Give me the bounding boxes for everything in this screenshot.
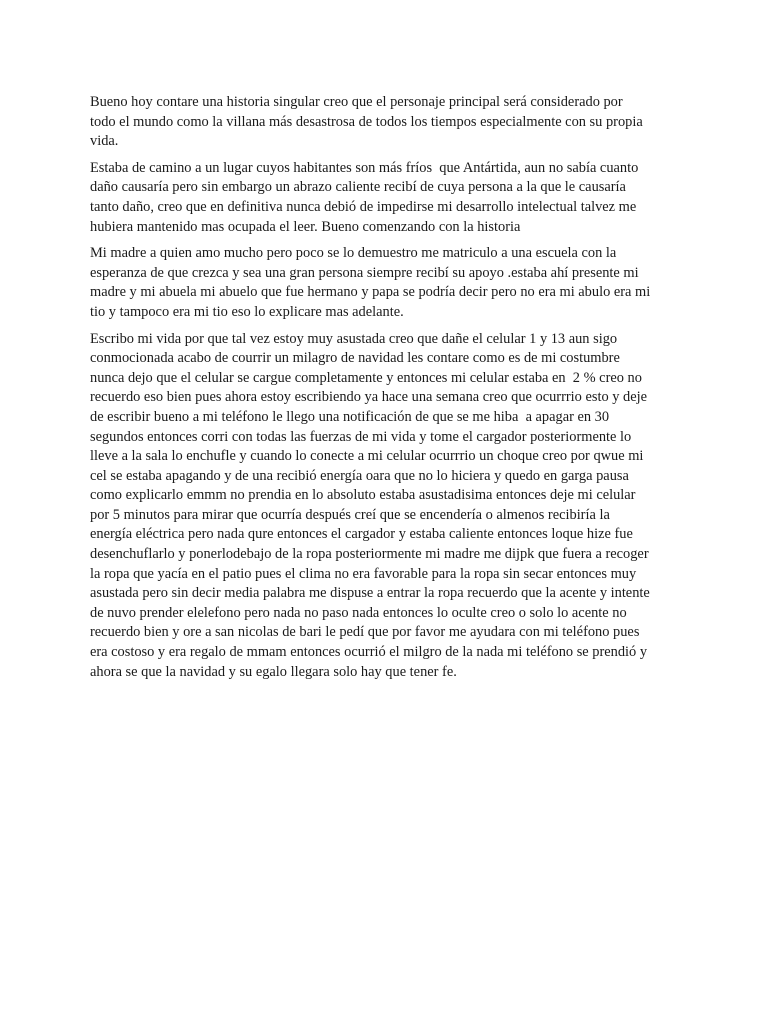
text-line: conmocionada acabo de courrir un milagro de navidad les contare como es de mi costumbre: [90, 350, 620, 367]
paragraph-family: [90, 244, 680, 322]
text-line: la ropa que yacía en el patio pues el clima no era favorable para la ropa sin secar entonces muy: [90, 565, 637, 582]
text-line: cel se estaba apagando y de una recibió energía oara que no lo hiciera y quedo en garga pausa: [90, 467, 629, 484]
text-line: lleve a la sala lo enchufle y cuando lo conecte a mi celular ocurrrio un choque creo por qwue mi: [90, 448, 644, 465]
text-line: Escribo mi vida por que tal vez estoy muy asustada creo que dañe el celular 1 y 13 aun sigo: [90, 330, 618, 347]
text-line: hubiera mantenido mas ocupada el leer. Bueno comenzando con la historia: [90, 218, 521, 235]
text-line: esperanza de que crezca y sea una gran persona siempre recibí su apoyo .estaba ahí presente mi: [90, 264, 639, 281]
text-line: segundos entonces corri con todas las fuerzas de mi vida y tome el cargador posteriormente lo: [90, 428, 632, 445]
text-line: como explicarlo emmm no prendia en lo absoluto estaba asustadisima entonces deje mi celular: [90, 487, 636, 504]
text-line: de nuvo prender elelefono pero nada no paso nada entonces lo oculte creo o solo lo acente no: [90, 604, 627, 621]
text-line: daño causaría pero sin embargo un abrazo caliente recibí de cuya persona a la que le causaría: [90, 179, 626, 196]
text-line: madre y mi abuela mi abuelo que fue hermano y papa se podría decir pero no era mi abulo era mi: [90, 284, 651, 301]
document-body: [90, 93, 680, 689]
paragraph-intro: [90, 93, 680, 152]
paragraph-phone-story: [90, 330, 680, 683]
text-line: Bueno hoy contare una historia singular creo que el personaje principal será considerado por: [90, 94, 623, 110]
text-line: asustada pero sin decir media palabra me dispuse a entrar la ropa recuerdo que la acente y intente: [90, 585, 650, 602]
text-line: de escribir bueno a mi teléfono le llego una notificación de que se me hiba a apagar en 30: [90, 408, 610, 425]
text-line: por 5 minutos para mirar que ocurría después creí que se encendería o almenos recibiría la: [90, 506, 610, 523]
text-line: recuerdo eso bien pues ahora estoy escribiendo ya hace una semana creo que ocurrrio esto y deje: [90, 389, 647, 406]
text-line: tanto daño, creo que en definitiva nunca debió de impedirse mi desarrollo intelectual talvez me: [90, 198, 637, 215]
text-line: recuerdo bien y ore a san nicolas de bari le pedí que por favor me ayudara con mi teléfono pues: [90, 624, 640, 641]
text-line: vida.: [90, 133, 119, 150]
text-line: nunca dejo que el celular se cargue completamente y entonces mi celular estaba en 2 % creo no: [90, 369, 642, 386]
text-line: ahora se que la navidad y su egalo llegara solo hay que tener fe.: [90, 663, 457, 680]
text-line: tio y tampoco era mi tio eso lo explicare mas adelante.: [90, 303, 404, 320]
text-line: Estaba de camino a un lugar cuyos habitantes son más fríos que Antártida, aun no sabía cuanto: [90, 159, 639, 176]
text-line: todo el mundo como la villana más desastrosa de todos los tiempos especialmente con su propia: [90, 113, 643, 130]
text-line: era costoso y era regalo de mmam entonces ocurrió el milgro de la nada mi teléfono se prendió y: [90, 644, 648, 661]
paragraph-journey: [90, 159, 680, 237]
text-line: Mi madre a quien amo mucho pero poco se lo demuestro me matriculo a una escuela con la: [90, 245, 617, 262]
text-line: desenchuflarlo y ponerlodebajo de la ropa posteriormente mi madre me dijpk que fuera a recoger: [90, 546, 649, 563]
text-line: energía eléctrica pero nada qure entonces el cargador y estaba caliente entonces loque hize fue: [90, 526, 633, 543]
